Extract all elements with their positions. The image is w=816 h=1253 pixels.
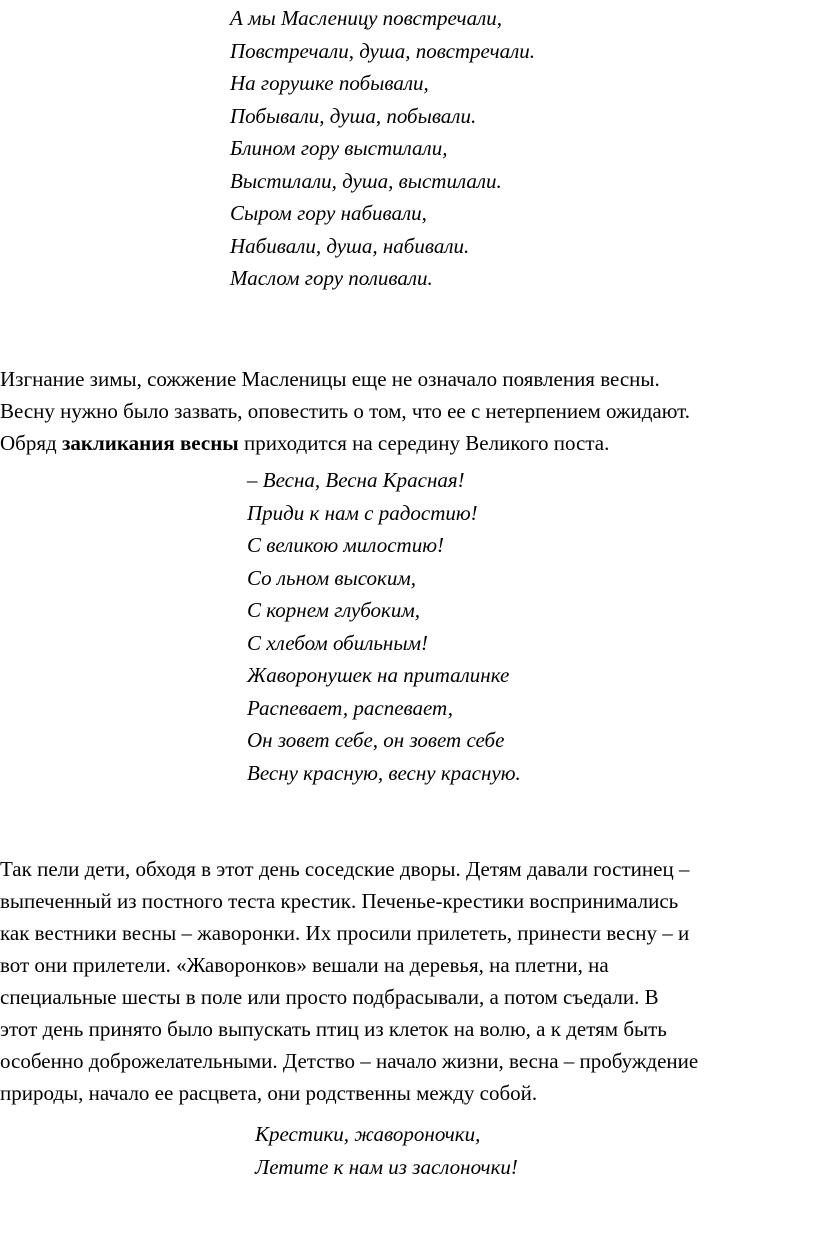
paragraph-text: приходится на середину Великого поста. <box>238 431 610 455</box>
poem-line: Блином гору выстилали, <box>230 136 448 160</box>
paragraph-line: особенно доброжелательными. Детство – начало жизни, весна – пробуждение <box>0 1049 699 1073</box>
poem-line: Приди к нам с радостию! <box>247 500 478 525</box>
poem-line: Жаворонушек на приталинке <box>247 663 510 687</box>
bold-term: закликания весны <box>61 431 239 455</box>
paragraph-line: Изгнание зимы, сожжение Масленицы еще не означало появления весны. <box>0 367 660 391</box>
paragraph-line: выпеченный из постного теста крестик. Печенье-крестики воспринимались <box>0 889 679 913</box>
poem-line: А мы Масленицу повстречали, <box>230 6 502 30</box>
paragraph-text: Обряд <box>0 431 62 455</box>
paragraph-line: природы, начало ее расцвета, они родственны между собой. <box>0 1081 538 1105</box>
poem-line: Набивали, душа, набивали. <box>230 233 470 258</box>
paragraph-line: специальные шесты в поле или просто подбрасывали, а потом съедали. В <box>0 985 659 1009</box>
poem-line: Распевает, распевает, <box>247 695 453 720</box>
poem-line: На горушке побывали, <box>230 71 429 95</box>
paragraph-line: вот они прилетели. «Жаворонков» вешали на деревья, на плетни, на <box>0 953 609 977</box>
poem-line: Сыром гору набивали, <box>230 201 427 225</box>
poem-line: Побывали, душа, побывали. <box>230 103 477 128</box>
larks-poem <box>255 1118 518 1183</box>
spring-poem <box>247 464 521 789</box>
paragraph-line: Так пели дети, обходя в этот день соседские дворы. Детям давали гостинец – <box>0 857 690 881</box>
poem-line: Он зовет себе, он зовет себе <box>247 728 505 752</box>
poem-line: Крестики, жавороночки, <box>255 1122 481 1146</box>
paragraph-line: Весну нужно было зазвать, оповестить о том, что ее с нетерпением ожидают. <box>0 399 690 423</box>
poem-line: Со льном высоким, <box>247 565 416 590</box>
paragraph-line: этот день принято было выпускать птиц из клеток на волю, а к детям быть <box>0 1017 667 1041</box>
poem-line: С корнем глубоким, <box>247 598 421 622</box>
poem-line: Весну красную, весну красную. <box>247 760 521 785</box>
spring-calling-paragraph <box>0 363 816 459</box>
larks-paragraph <box>0 853 816 1109</box>
paragraph-line <box>0 427 816 459</box>
poem-line: С хлебом обильным! <box>247 630 428 655</box>
poem-line: – Весна, Весна Красная! <box>247 468 465 492</box>
maslenitsa-poem <box>230 2 535 295</box>
poem-line: С великою милостию! <box>247 533 445 557</box>
poem-line: Летите к нам из заслоночки! <box>255 1154 518 1179</box>
poem-line: Повстречали, душа, повстречали. <box>230 38 536 63</box>
paragraph-line: как вестники весны – жаворонки. Их просили прилететь, принести весну – и <box>0 921 690 945</box>
poem-line: Выстилали, душа, выстилали. <box>230 168 502 193</box>
poem-line: Маслом гору поливали. <box>230 266 433 290</box>
